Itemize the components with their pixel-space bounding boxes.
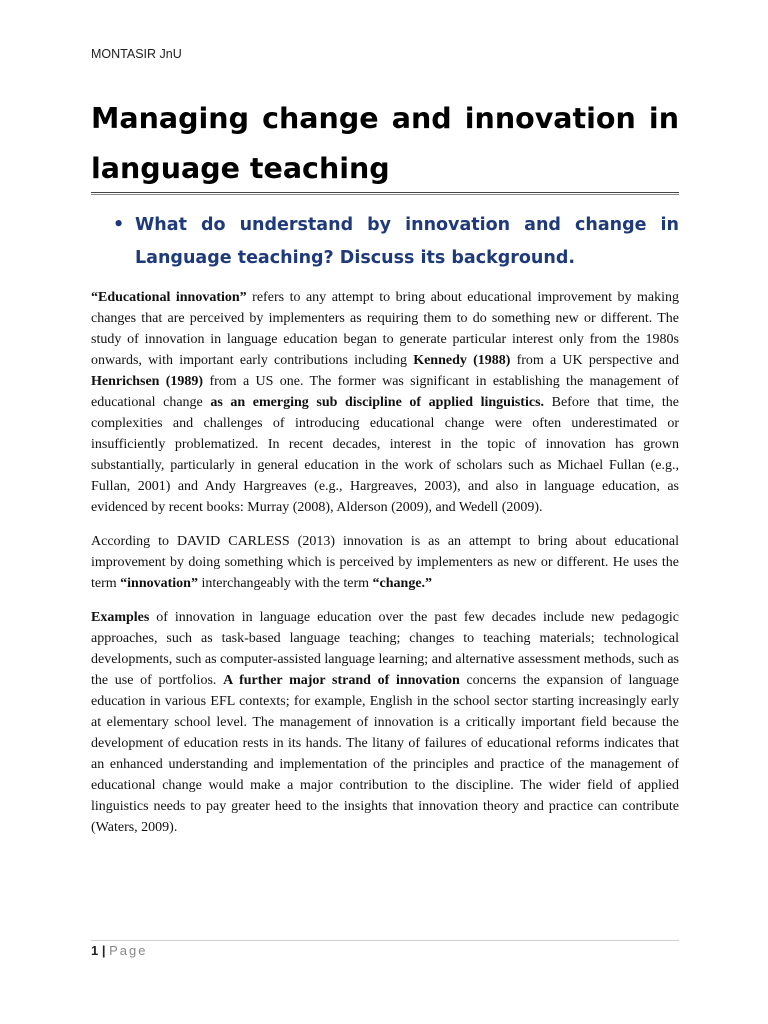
text-run: Before that time, the complexities and challenges of introducing educational change were often underestimated or insufficiently problematized. In recent decades, interest in the topic of innovation has grown substantially, particularly in general education in the work of scholars such as Michael Fullan (e.g., Fullan, 2001) and Andy Hargreaves (e.g., Hargreaves, 2003), and also in language education, as evidenced by recent books: Murray (2008), Alderson (2009), and Wedell (2009). [91,395,679,515]
question-bullet-item [113,209,679,275]
title-divider [91,192,679,195]
footer-divider [91,940,679,941]
text-run: concerns the expansion of language education in various EFL contexts; for example, English in the school sector starting increasingly early at elementary school level. The management of innovation is a critically important field because the development of education rests in its hands. The litany of failures of educational reforms indicates that an enhanced understanding and implementation of the principles and practice of the management of educational change would make a major contribution to the discipline. The wider field of applied linguistics needs to pay greater heed to the insights that innovation theory and practice can contribute (Waters, 2009). [91,673,679,835]
paragraph [91,607,679,838]
text-run: from a US one. The former was significant in establishing the management of educational change [91,374,680,410]
text-run: of innovation in language education over the past few decades include new pedagogic approaches, such as task-based language teaching; changes to teaching materials; technological developments, such as computer-assisted language learning; and alternative assessment methods, such as the use of portfolios. [91,610,679,688]
page-label: Page [109,943,148,958]
header-author: MONTASIR JnU [91,47,182,61]
bold-text: A further major strand of innovation [223,673,460,688]
bold-text: Examples [91,610,150,625]
bullet-icon: • [113,215,125,235]
body-text [91,287,679,851]
bold-text: “Educational innovation” [91,290,247,305]
text-run: According to DAVID CARLESS (2013) innovation is as an attempt to bring about educational improvement by doing something which is perceived by implementers as new or different. He uses the term [91,534,679,591]
bold-text: as an emerging sub discipline of applied linguistics. [210,395,545,410]
bold-text: “change.” [372,576,433,591]
text-run: refers to any attempt to bring about educational improvement by making changes that are perceived by implementers as requiring them to do something new or different. The study of innovation in language education began to generate particular interest only from the 1980s onwards, with important early contributions including [91,290,679,368]
bold-text: Kennedy (1988) [413,353,511,368]
text-run: interchangeably with the term [197,576,373,591]
bold-text: “innovation” [120,576,198,591]
page-title: Managing change and innovation in language teaching [91,102,679,185]
page-number: 1 [91,943,99,958]
footer-separator: | [98,943,110,958]
page-footer [91,943,147,958]
paragraph [91,531,679,594]
question-text: What do understand by innovation and change in Language teaching? Discuss its background. [135,215,679,268]
paragraph [91,287,679,518]
text-run: from a UK perspective and [510,353,680,368]
bold-text: Henrichsen (1989) [91,374,204,389]
